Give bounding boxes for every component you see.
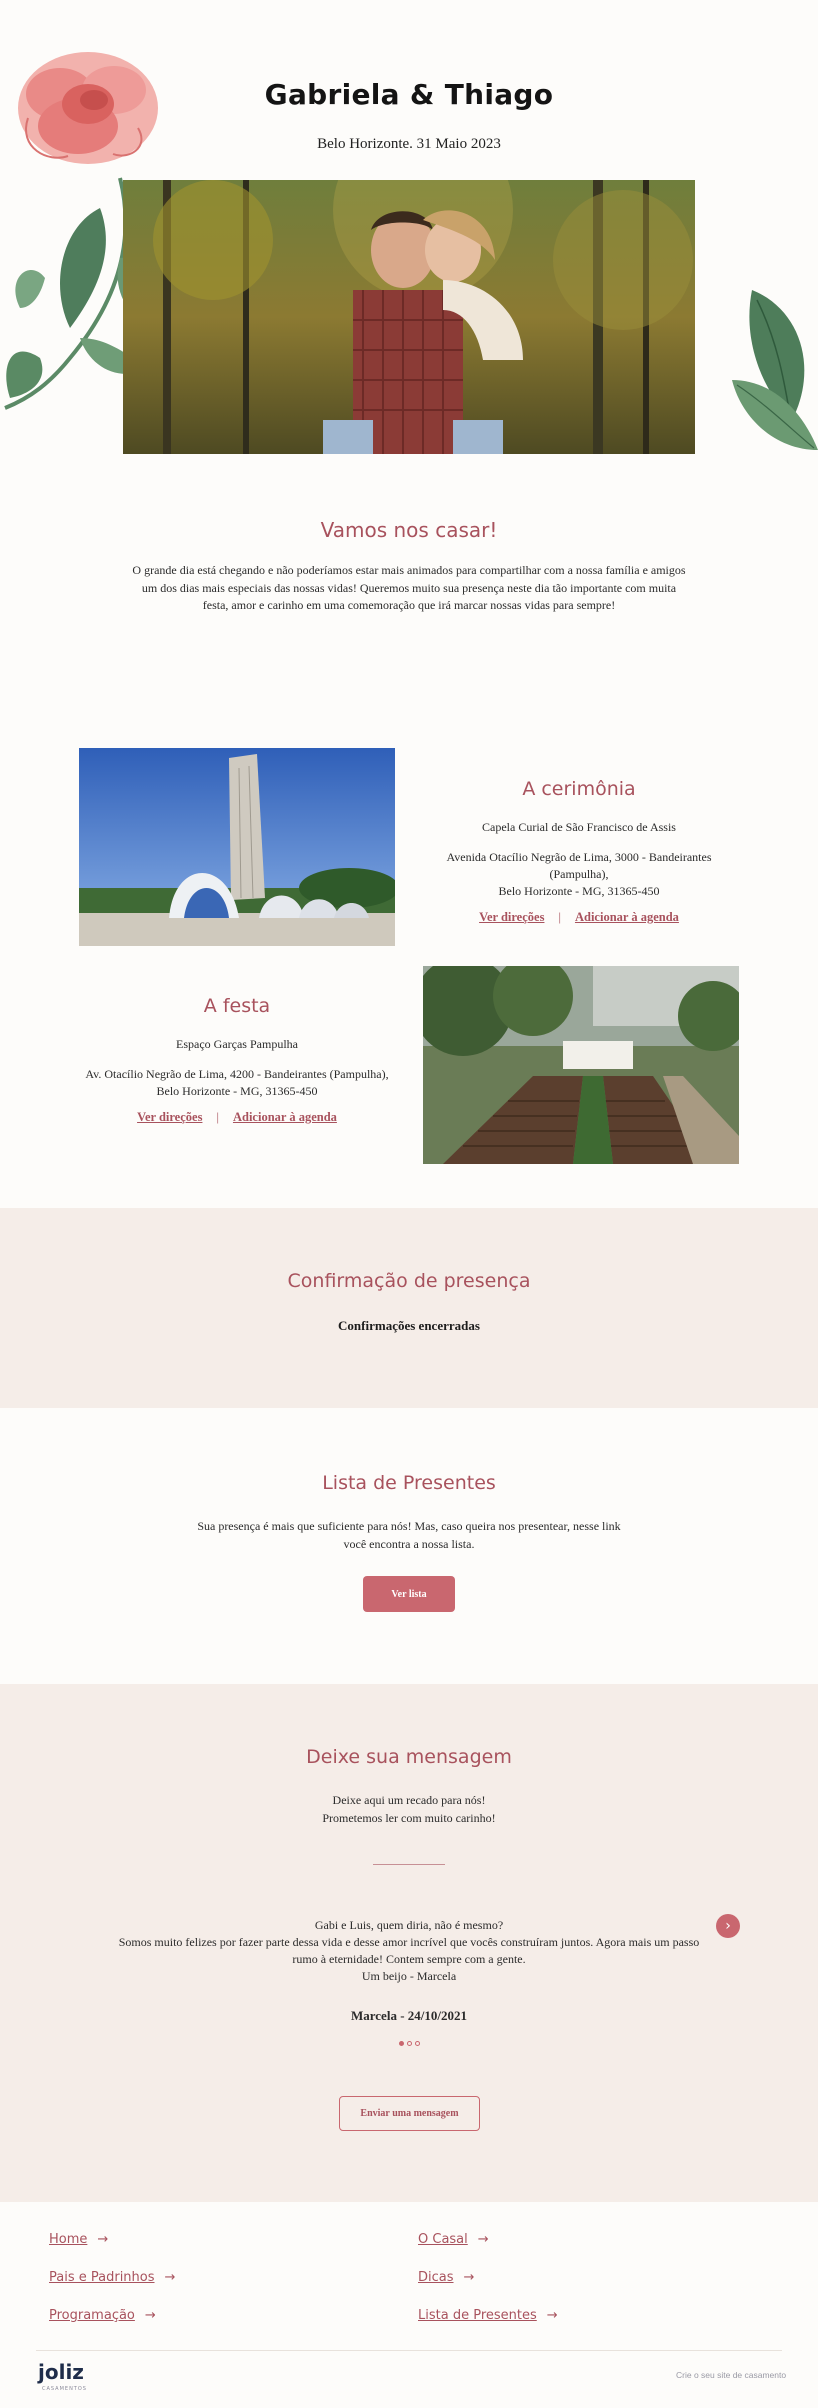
party-links bbox=[79, 1110, 395, 1125]
leaves-illustration bbox=[722, 280, 818, 460]
footer-nav-label: Home bbox=[49, 2232, 88, 2247]
footer-nav-o-casal[interactable] bbox=[418, 2232, 489, 2247]
ceremony-calendar-link[interactable]: Adicionar à agenda bbox=[574, 910, 679, 924]
arrow-right-icon: → bbox=[97, 2232, 109, 2247]
party-directions-link[interactable]: Ver direções bbox=[137, 1110, 203, 1124]
gift-list-title: Lista de Presentes bbox=[322, 1472, 496, 1494]
footer-nav-label: Programação bbox=[49, 2308, 135, 2323]
rsvp-status: Confirmações encerradas bbox=[338, 1318, 480, 1333]
footer-nav-label: Pais e Padrinhos bbox=[49, 2270, 155, 2285]
gift-list-section bbox=[0, 1408, 818, 1684]
ceremony-directions-link[interactable]: Ver direções bbox=[479, 910, 545, 924]
guest-message-line: Um beijo - Marcela bbox=[361, 1969, 457, 1983]
message-author: Marcela - 24/10/2021 bbox=[350, 2008, 467, 2023]
arrow-right-icon: → bbox=[144, 2308, 156, 2323]
carousel-dots bbox=[0, 2041, 818, 2046]
carousel-dot[interactable] bbox=[415, 2041, 420, 2046]
party-address bbox=[79, 1066, 395, 1100]
party-address-line: Av. Otacílio Negrão de Lima, 4200 - Bandeirantes (Pampulha), bbox=[85, 1067, 389, 1081]
guest-message-line: Somos muito felizes por fazer parte dessa vida e desse amor incrível que vocês construíram juntos. Agora mais um passo rumo à eternidade! Contem sempre com a gente. bbox=[118, 1935, 700, 1966]
chapel-photo bbox=[79, 748, 395, 946]
joliz-logo[interactable]: joliz bbox=[38, 2360, 84, 2384]
arrow-right-icon: → bbox=[477, 2232, 489, 2247]
messages-intro-line: Prometemos ler com muito carinho! bbox=[322, 1810, 496, 1825]
messages-intro bbox=[0, 1792, 818, 1827]
messages-intro-line: Deixe aqui um recado para nós! bbox=[332, 1793, 486, 1807]
party-place: Espaço Garças Pampulha bbox=[176, 1037, 298, 1051]
ceremony-info bbox=[418, 778, 740, 925]
ceremony-title: A cerimônia bbox=[522, 778, 636, 800]
carousel-dot[interactable] bbox=[407, 2041, 412, 2046]
arrow-right-icon: → bbox=[164, 2270, 176, 2285]
page-title: Gabriela & Thiago bbox=[264, 78, 554, 111]
party-address-line: Belo Horizonte - MG, 31365-450 bbox=[156, 1084, 318, 1098]
footer-nav-label: Lista de Presentes bbox=[418, 2308, 537, 2323]
ceremony-address-line: Belo Horizonte - MG, 31365-450 bbox=[498, 884, 660, 898]
footer bbox=[0, 2202, 818, 2408]
ceremony-place: Capela Curial de São Francisco de Assis bbox=[482, 820, 676, 834]
carousel-dot[interactable] bbox=[399, 2041, 404, 2046]
rsvp-title: Confirmação de presença bbox=[287, 1270, 531, 1292]
footer-nav-lista-presentes[interactable] bbox=[418, 2308, 558, 2323]
arrow-right-icon: → bbox=[546, 2308, 558, 2323]
section-divider bbox=[373, 1864, 445, 1865]
intro-text: O grande dia está chegando e não poderíamos estar mais animados para compartilhar com a nossa família e amigos um dos dias mais especiais das nossas vidas! Queremos muito sua presença neste dia tão importante com muita festa, amor e carinho em uma comemoração que irá marcar nossas vidas para sempre! bbox=[132, 563, 686, 612]
ceremony-links bbox=[418, 910, 740, 925]
ceremony-address-line: Avenida Otacílio Negrão de Lima, 3000 - Bandeirantes (Pampulha), bbox=[446, 850, 712, 881]
venue-photo bbox=[423, 966, 739, 1164]
footer-nav-label: Dicas bbox=[418, 2270, 454, 2285]
arrow-right-icon: → bbox=[463, 2270, 475, 2285]
rsvp-section bbox=[0, 1208, 818, 1408]
footer-nav-dicas[interactable] bbox=[418, 2270, 474, 2285]
messages-title: Deixe sua mensagem bbox=[306, 1746, 512, 1768]
send-message-button[interactable]: Enviar uma mensagem bbox=[339, 2096, 480, 2131]
wedding-date-location: Belo Horizonte. 31 Maio 2023 bbox=[317, 136, 501, 152]
intro-title: Vamos nos casar! bbox=[320, 518, 498, 542]
party-info bbox=[79, 995, 395, 1125]
guest-message bbox=[110, 1917, 708, 1985]
footer-divider bbox=[36, 2350, 782, 2351]
messages-section bbox=[0, 1684, 818, 2202]
footer-nav-home[interactable] bbox=[49, 2232, 108, 2247]
link-separator: | bbox=[216, 1110, 219, 1124]
footer-nav-programacao[interactable] bbox=[49, 2308, 156, 2323]
create-site-link[interactable]: Crie o seu site de casamento bbox=[676, 2370, 787, 2380]
couple-photo bbox=[123, 180, 695, 454]
footer-nav-pais-padrinhos[interactable] bbox=[49, 2270, 175, 2285]
guest-message-line: Gabi e Luis, quem diria, não é mesmo? bbox=[314, 1918, 504, 1932]
joliz-logo-subtitle: CASAMENTOS bbox=[42, 2386, 87, 2392]
party-title: A festa bbox=[203, 995, 271, 1017]
ceremony-address bbox=[418, 849, 740, 900]
party-calendar-link[interactable]: Adicionar à agenda bbox=[232, 1110, 337, 1124]
chevron-right-icon[interactable]: › bbox=[716, 1914, 740, 1938]
gift-list-text: Sua presença é mais que suficiente para nós! Mas, caso queira nos presentear, nesse link você encontra a nossa lista. bbox=[197, 1519, 621, 1551]
view-gift-list-button[interactable]: Ver lista bbox=[363, 1576, 455, 1612]
link-separator: | bbox=[558, 910, 561, 924]
hero-section bbox=[0, 0, 818, 470]
footer-nav-label: O Casal bbox=[418, 2232, 468, 2247]
